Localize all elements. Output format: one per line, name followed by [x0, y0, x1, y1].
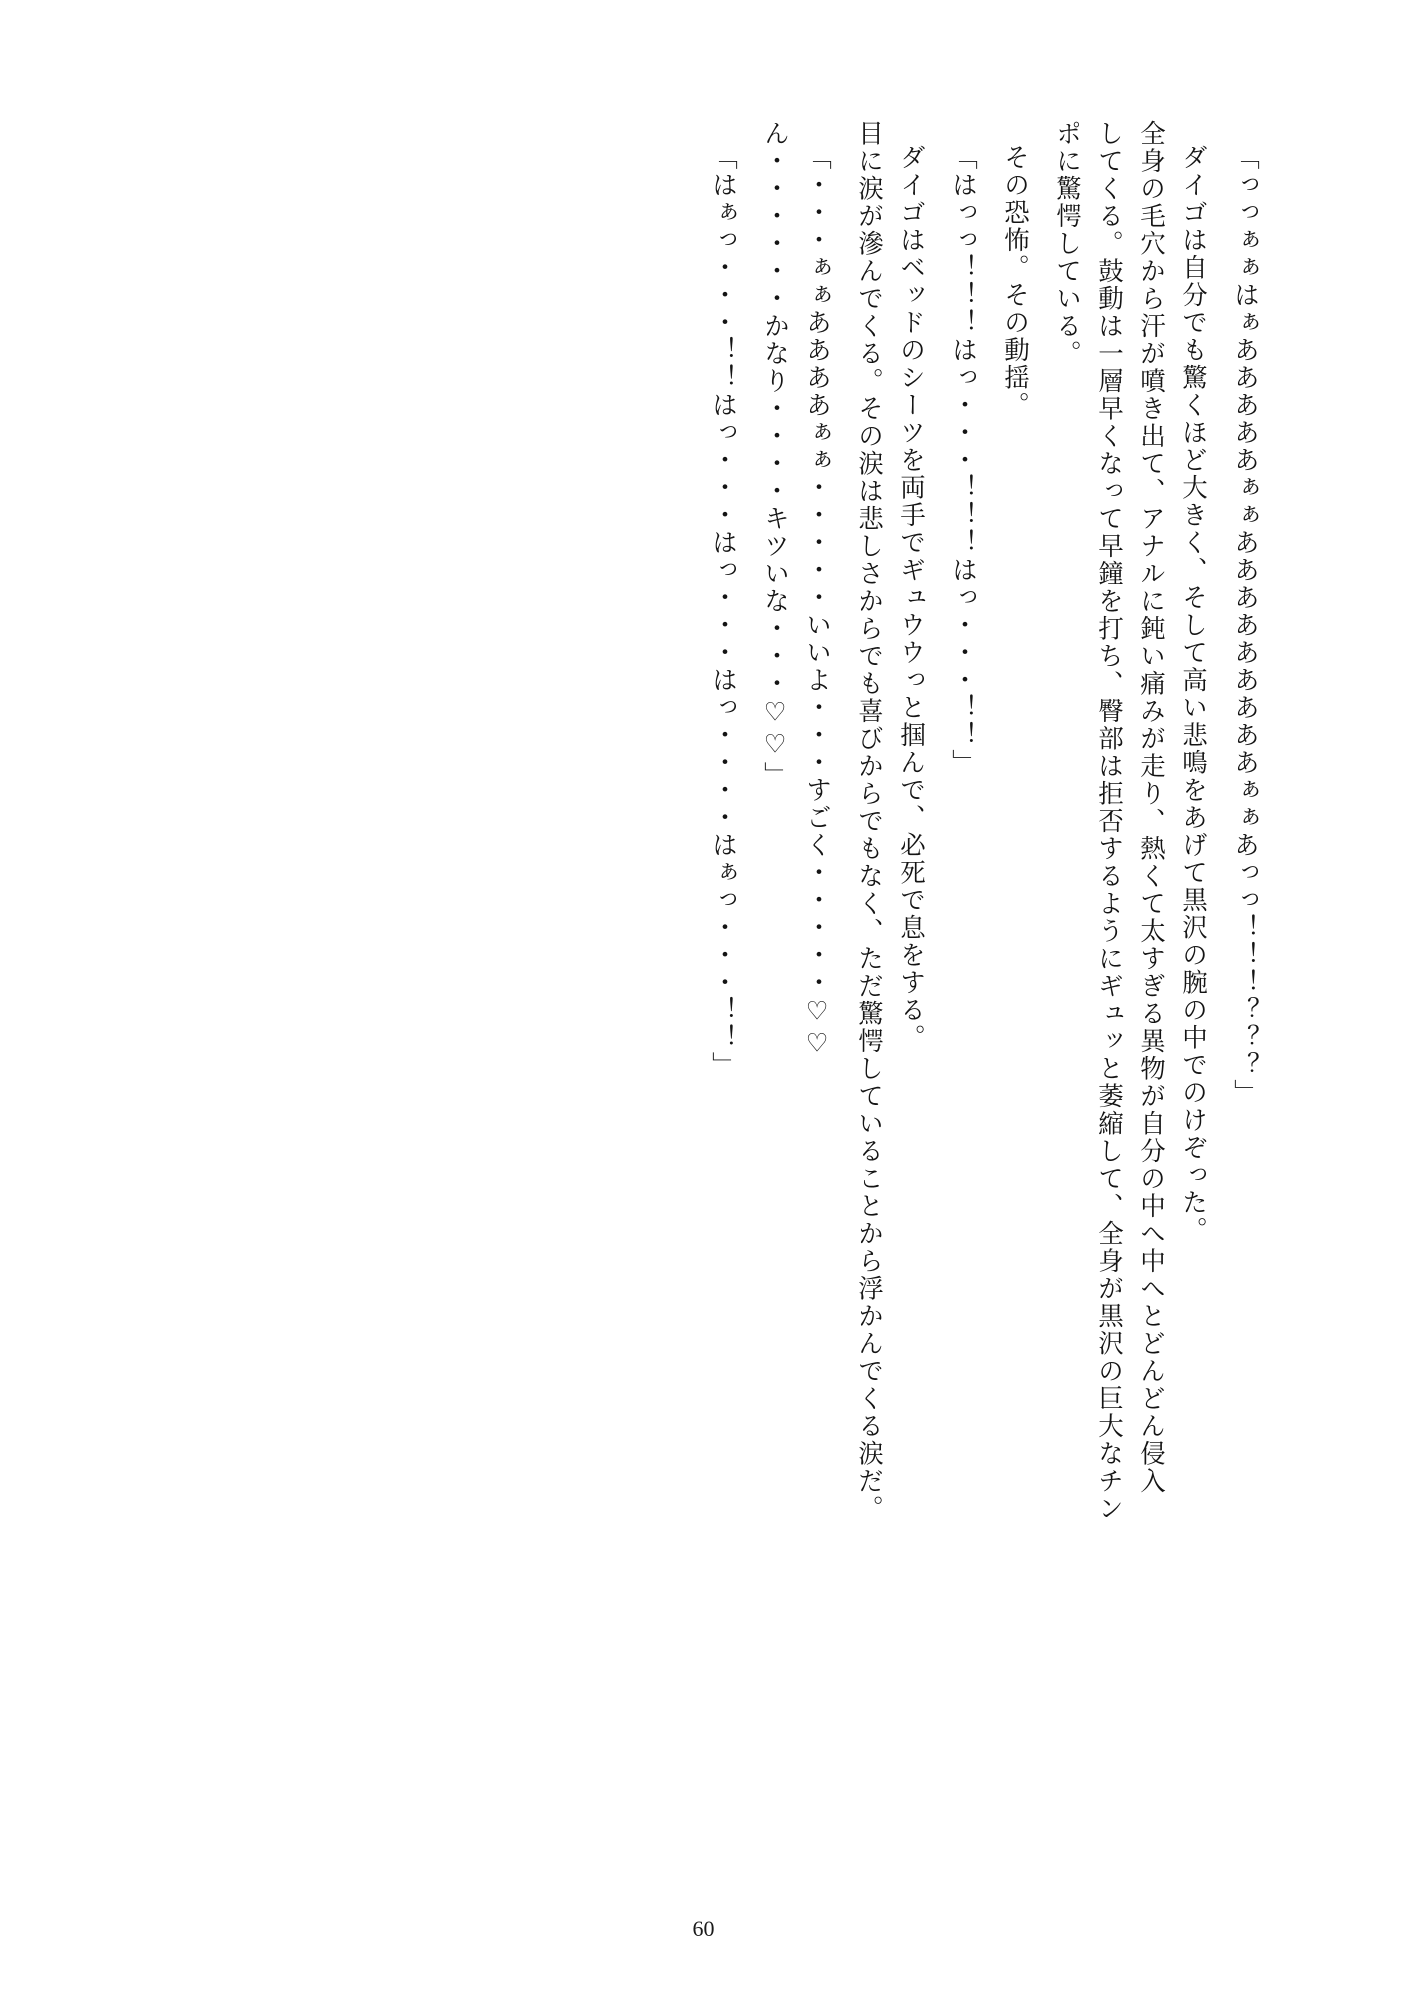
text-column: してくる。鼓動は一層早くなって早鐘を打ち、臀部は拒否するようにギュッと萎縮して、全身が黒沢の巨大なチン [1094, 120, 1124, 1523]
text-column: ダイゴは自分でも驚くほど大きく、そして高い悲鳴をあげて黒沢の腕の中でのけぞった。 [1178, 144, 1208, 1244]
column-spacer [829, 120, 839, 1800]
text-column: ダイゴはベッドのシーツを両手でギュウウっと掴んで、必死で息をする。 [896, 144, 926, 1052]
column-spacer [975, 120, 985, 1800]
text-column: 全身の毛穴から汗が噴き出て、アナルに鈍い痛みが走り、熱くて太すぎる異物が自分の中へ中へとどんどん侵入 [1136, 120, 1166, 1495]
text-column: ん・・・・・・かなり・・・・キツいな・・・♡♡」 [760, 120, 790, 789]
column-spacer [1027, 120, 1037, 1800]
text-column: 「はぁっ・・・！！はっ・・・はっ・・・はっ・・・・はぁっ・・・！！」 [708, 144, 738, 1079]
text-column: 目に涙が滲んでくる。その涙は悲しさからでも喜びからでもなく、ただ驚愕していることから浮かんでくる涙だ。 [854, 120, 884, 1523]
column-spacer [923, 120, 933, 1800]
text-column: 「・・・ぁぁああああぁぁ・・・・・いいよ・・・すごく・・・・・♡♡ [802, 144, 832, 1061]
text-column: その恐怖。その動揺。 [1000, 144, 1030, 419]
vertical-text-body [150, 120, 1260, 1800]
column-spacer [1205, 120, 1215, 1800]
text-column: 「はっっ！！！はっ・・・！！！はっ・・・！！」 [948, 144, 978, 777]
text-column: 「っっぁぁはぁあああああぁぁあああああああああぁぁあっっ！！！？？？」 [1230, 144, 1260, 1107]
column-spacer [735, 120, 745, 1800]
text-column: ポに驚愕している。 [1052, 120, 1082, 368]
page-number: 60 [692, 1916, 715, 1941]
